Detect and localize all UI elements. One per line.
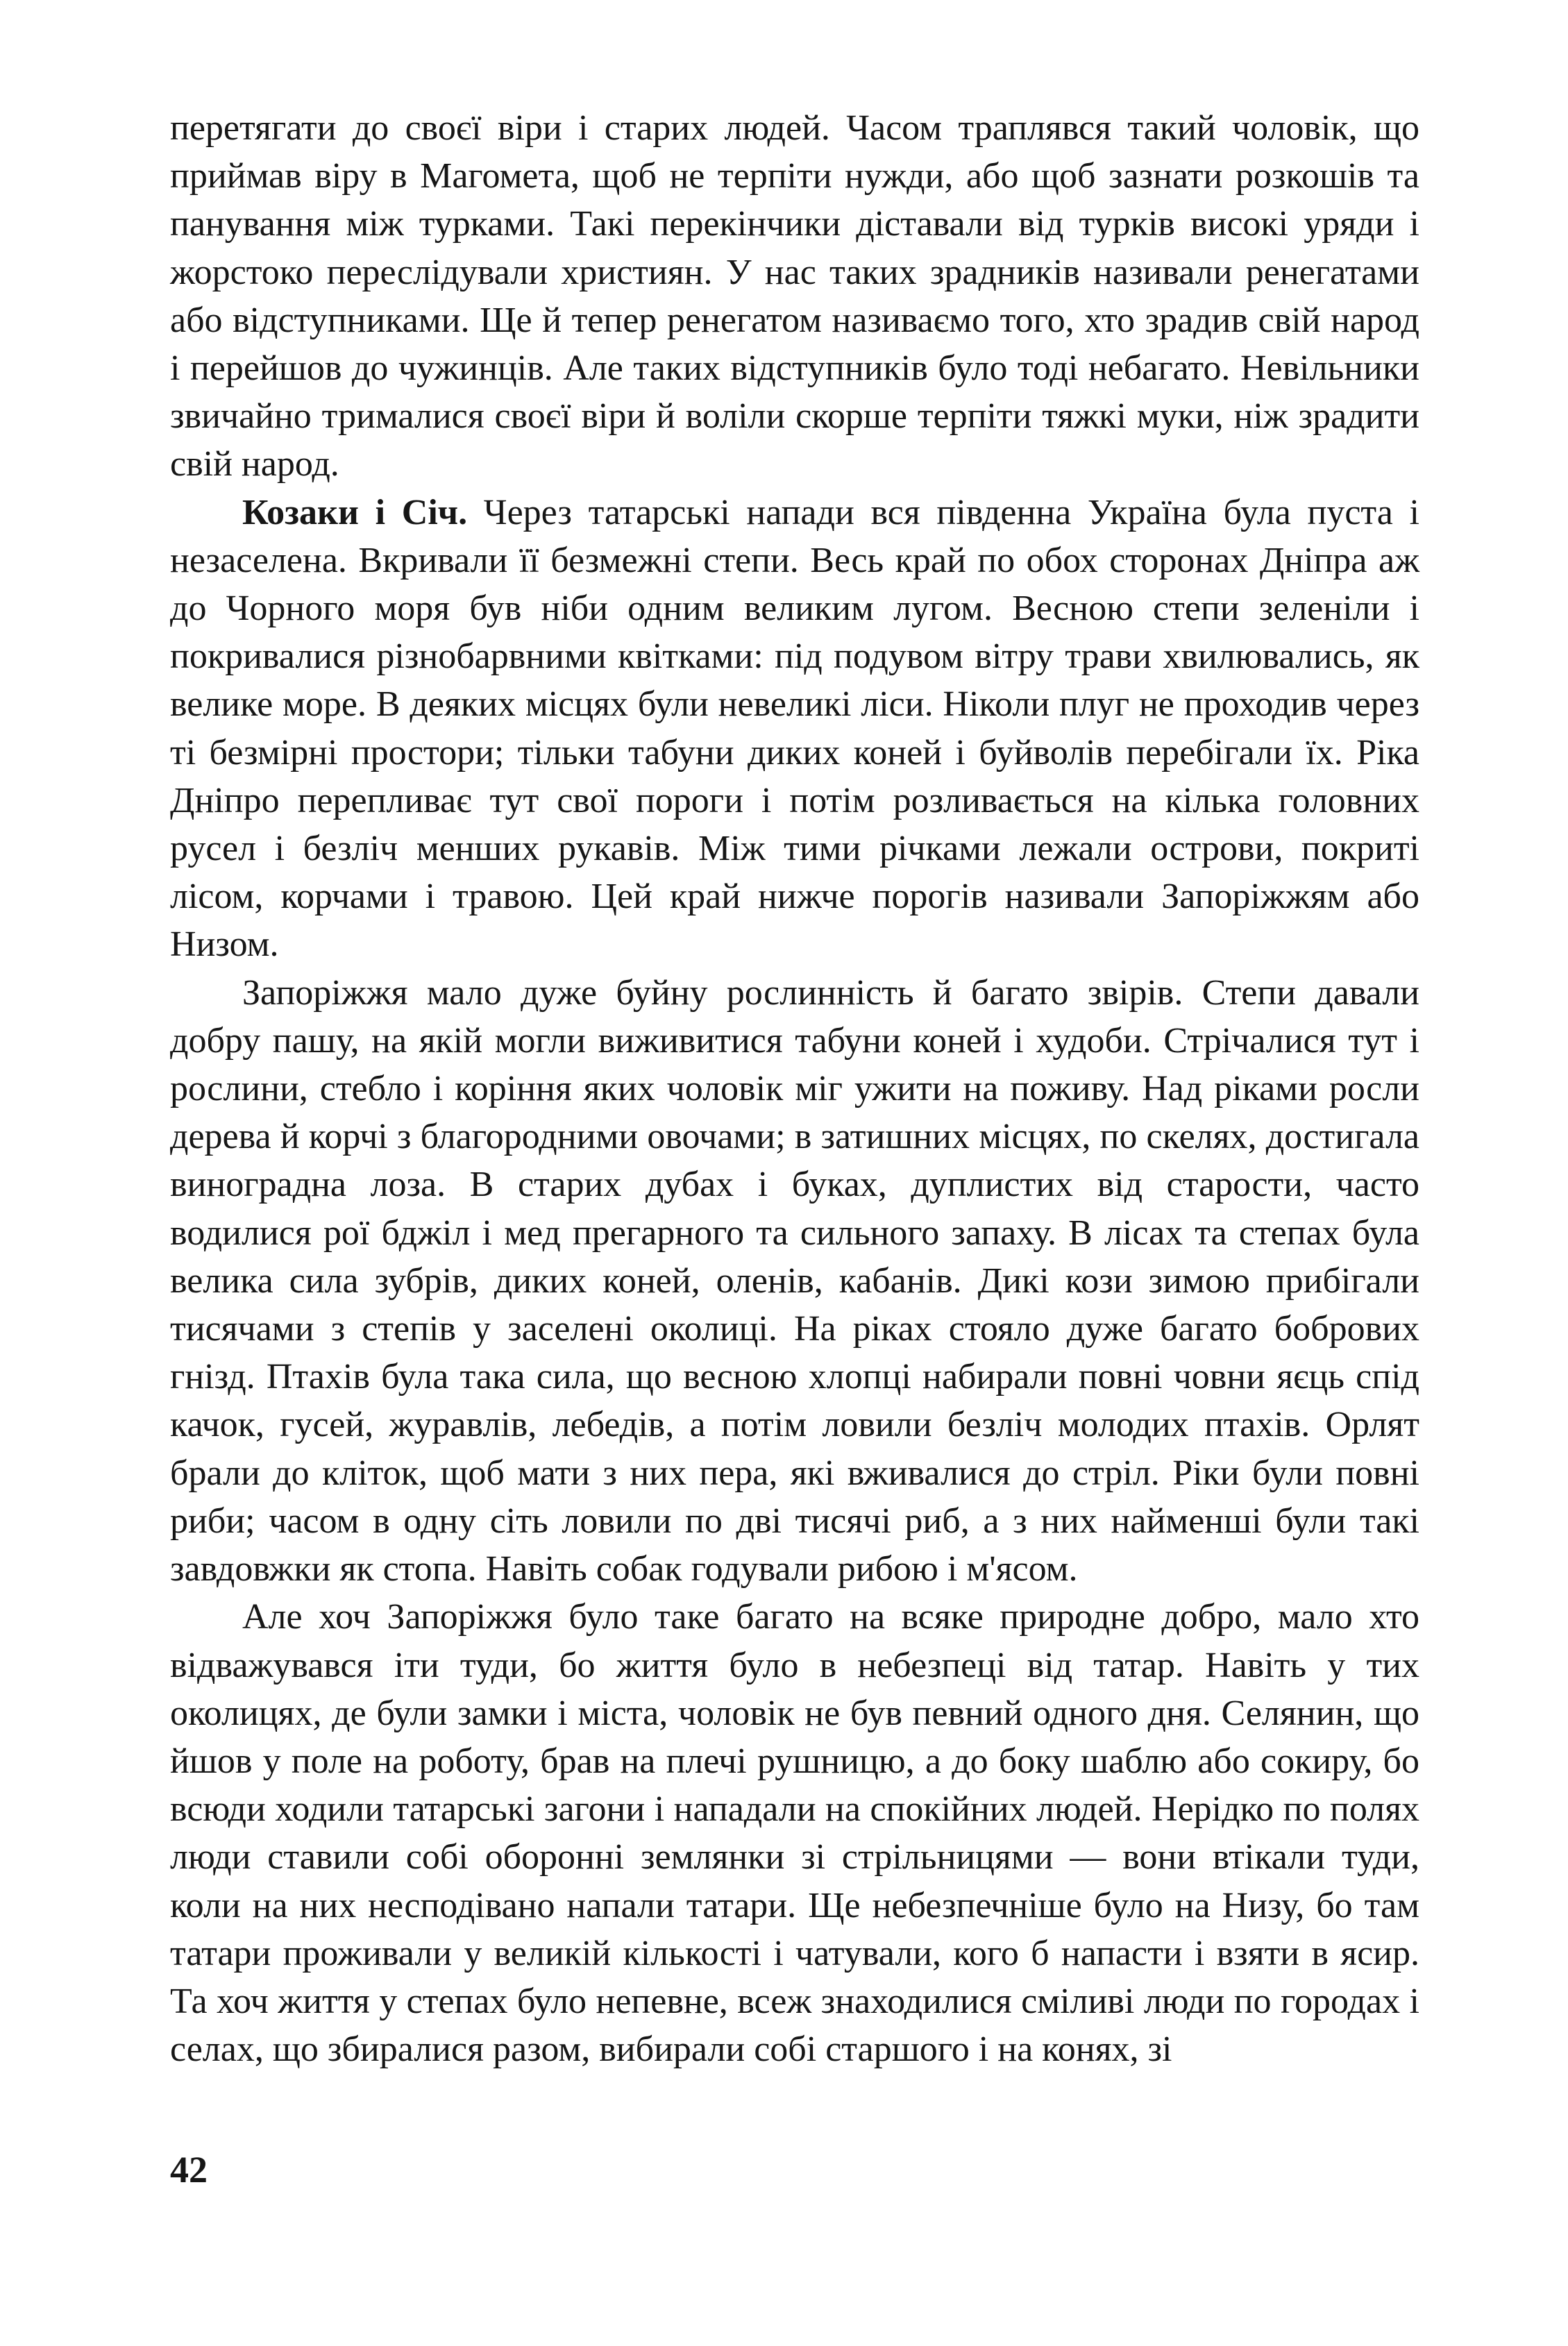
- paragraph-1: [170, 104, 1419, 489]
- section-heading-kozaky-i-sich: Козаки і Січ.: [242, 492, 468, 532]
- paragraph-2: [170, 489, 1419, 969]
- page-body: [170, 104, 1419, 2297]
- paragraph-3-text: Запоріжжя мало дуже буйну рослинність й багато звірів. Степи давали добру пашу, на якій могли виживитися табуни коней і худоби. Стрічалися тут і рослини, стебло і коріння яких чоловік міг ужити на поживу. Над ріками росли дерева й корчі з благородними овочами; в затишних місцях, по скелях, достигала виноградна лоза. В старих дубах і буках, дуплистих від старости, часто водилися рої бджіл і мед прегарного та сильного запаху. В лісах та степах була велика сила зубрів, диких коней, оленів, кабанів. Дикі кози зимою прибігали тисячами з степів у заселені околиці. На ріках стояло дуже багато бобрових гнізд. Птахів була така сила, що весною хлопці набирали повні човни яєць спід качок, гусей, журавлів, лебедів, а потім ловили безліч молодих птахів. Орлят брали до кліток, щоб мати з них пера, які вживалися до стріл. Ріки були повні риби; часом в одну сіть ловили по дві тисячі риб, а з них найменші були такі завдовжки як стопа. Навіть собак годували рибою і м'ясом.: [170, 972, 1419, 1589]
- paragraph-3: [170, 969, 1419, 1594]
- paragraph-2-text: Через татарські напади вся південна Україна була пуста і незаселена. Вкривали її безмежні степи. Весь край по обох сторонах Дніпра аж до Чорного моря був ніби одним великим лугом. Весною степи зеленіли і покривалися різнобарвними квітками: під подувом вітру трави хвилювались, як велике море. В деяких місцях були невеликі ліси. Ніколи плуг не проходив через ті безмірні простори; тільки табуни диких коней і буйволів перебігали їх. Ріка Дніпро перепливає тут свої пороги і потім розливається на кілька головних русел і безліч менших рукавів. Між тими річками лежали острови, покриті лісом, корчами і травою. Цей край нижче порогів називали Запоріжжям або Низом.: [170, 492, 1419, 965]
- paragraph-1-text: перетягати до своєї віри і старих людей. Часом траплявся такий чоловік, що приймав віру в Магомета, щоб не терпіти нужди, або щоб зазнати розкошів та панування між турками. Такі перекінчики діставали від турків високі уряди і жорстоко переслідували християн. У нас таких зрадників називали ренегатами або відступниками. Ще й тепер ренегатом називаємо того, хто зрадив свій народ і перейшов до чужинців. Але таких відступників було тоді небагато. Невільники звичайно трималися своєї віри й воліли скорше терпіти тяжкі муки, ніж зрадити свій народ.: [170, 108, 1419, 484]
- page-number: 42: [170, 2149, 208, 2191]
- paragraph-4: [170, 1593, 1419, 2073]
- paragraph-4-text: Але хоч Запоріжжя було таке багато на всяке природне добро, мало хто відважувався іти туди, бо життя було в небезпеці від татар. Навіть у тих околицях, де були замки і міста, чоловік не був певний одного дня. Селянин, що йшов у поле на роботу, брав на плечі рушницю, а до боку шаблю або сокиру, бо всюди ходили татарські загони і нападали на спокійних людей. Нерідко по полях люди ставили собі оборонні землянки зі стрільницями — вони втікали туди, коли на них несподівано напали татари. Ще небезпечніше було на Низу, бо там татари проживали у великій кількості і чатували, кого б напасти і взяти в ясир. Та хоч життя у степах було непевне, всеж знаходилися сміливі люди по городах і селах, що збиралися разом, вибирали собі старшого і на конях, зі: [170, 1597, 1419, 2070]
